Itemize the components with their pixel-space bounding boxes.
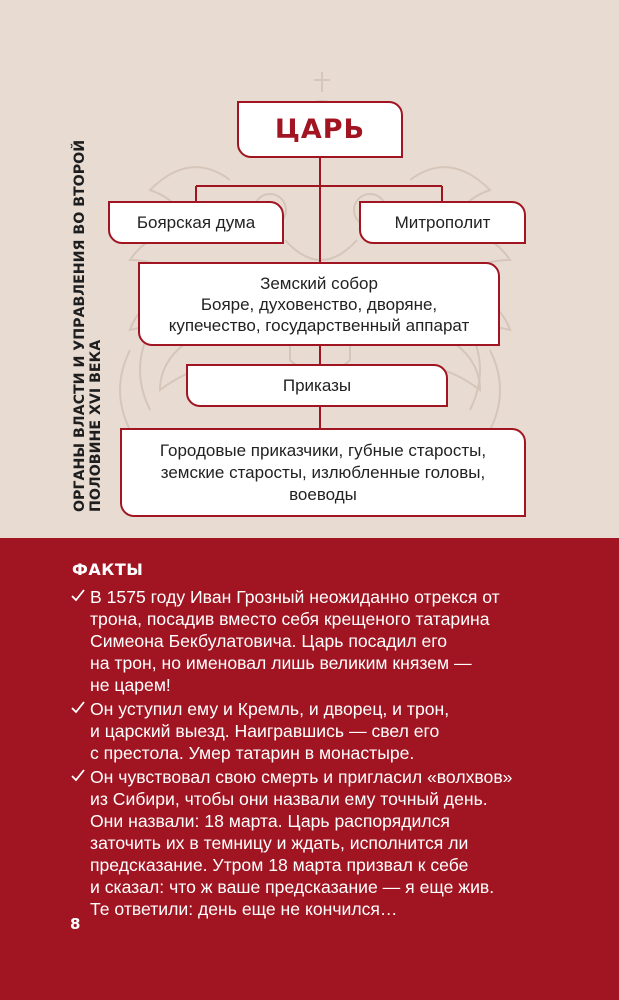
fact-line: и сказал: что ж ваше предсказание — я еще жив. <box>90 877 495 897</box>
local-officials-line: земские старосты, излюбленные головы, <box>160 462 486 482</box>
fact-line: заточить их в темницу и ждать, исполнится ли <box>90 833 469 853</box>
fact-line: предсказание. Утром 18 марта призвал к себе <box>90 855 469 875</box>
facts-panel <box>0 538 619 1000</box>
fact-line: Он чувствовал свою смерть и пригласил «волхвов» <box>90 767 513 787</box>
fact-line: и царский выезд. Наигравшись — свел его <box>90 721 440 741</box>
zemsky-sobor-title: Земский собор <box>260 273 378 293</box>
local-officials-line: воеводы <box>289 484 357 504</box>
zemsky-sobor-box <box>138 262 500 346</box>
fact-line: Симеона Бекбулатовича. Царь посадил его <box>90 631 448 651</box>
fact-line: Они назвали: 18 марта. Царь распорядился <box>90 811 450 831</box>
fact-item <box>70 698 590 764</box>
side-title <box>72 92 104 512</box>
zemsky-sobor-members-1: Бояре, духовенство, дворяне, <box>200 294 438 314</box>
fact-item <box>70 766 590 920</box>
fact-line: В 1575 году Иван Грозный неожиданно отрекся от <box>90 587 500 607</box>
boyar-duma-box: Боярская дума <box>108 201 284 244</box>
fact-line: Те ответили: день еще не кончился… <box>90 899 398 919</box>
checkmark-icon <box>70 700 86 716</box>
facts-list <box>70 586 590 922</box>
prikazy-box: Приказы <box>186 364 448 407</box>
local-officials-box <box>120 428 526 517</box>
zemsky-sobor-members-2: купечество, государственный аппарат <box>168 315 470 335</box>
side-title-line-2: ПОЛОВИНЕ XVI ВЕКА <box>88 339 104 512</box>
fact-line: из Сибири, чтобы они назвали ему точный день. <box>90 789 488 809</box>
page-number: 8 <box>70 915 81 933</box>
checkmark-icon <box>70 588 86 604</box>
metropolitan-box: Митрополит <box>359 201 526 244</box>
tsar-box: ЦАРЬ <box>237 101 403 158</box>
local-officials-line: Городовые приказчики, губные старосты, <box>159 440 487 460</box>
checkmark-icon <box>70 768 86 784</box>
fact-line: с престола. Умер татарин в монастыре. <box>90 743 415 763</box>
fact-line: не царем! <box>90 675 171 695</box>
fact-line: на трон, но именовал лишь великим князем — <box>90 653 472 673</box>
fact-item <box>70 586 590 696</box>
fact-line: Он уступил ему и Кремль, и дворец, и трон, <box>90 699 450 719</box>
side-title-line-1: ОРГАНЫ ВЛАСТИ И УПРАВЛЕНИЯ ВО ВТОРОЙ <box>72 139 88 512</box>
fact-line: трона, посадив вместо себя крещеного татарина <box>90 609 490 629</box>
facts-heading: ФАКТЫ <box>72 560 144 579</box>
